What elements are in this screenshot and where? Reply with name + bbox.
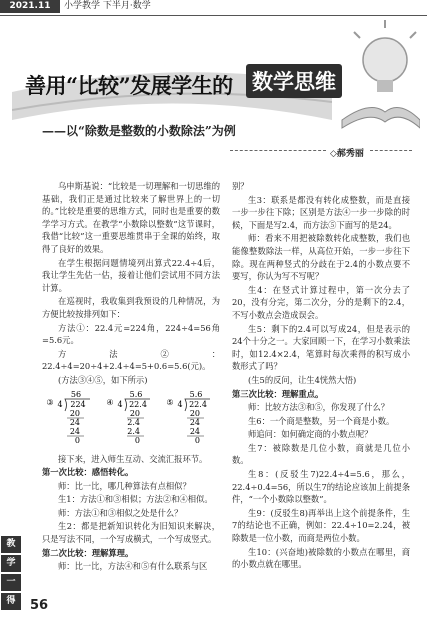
division-step: 2.4 [127,426,140,436]
division-step: 20 [69,408,80,418]
paragraph: 接下来，进入师生互动、交流汇报环节。 [58,453,208,464]
paragraph: 师：比一比，方法④和⑤有什么联系与区 [58,561,208,572]
paragraph: 方法②：22.4÷4=20÷4+2.4÷4=5+0.6=5.6(元)。 [42,348,220,372]
divisor: 4 [177,399,183,409]
section-sidebar-tab [1,536,21,612]
division-step: 24 [69,417,80,427]
paragraph: 师：方法①和③相似之处是什么？ [58,507,183,518]
divisor: 4 [57,399,63,409]
paragraph: 生9：(反驳生8)再举出上这个前提条件，生7的结论也不正确，例如：22.4÷10=2.24，被除数是一位小数，而商是两位小数。 [232,507,410,544]
paragraph: 生4：在竖式计算过程中，第一次分去了20，没有分完，第二次分，分的是剩下的2.4，不写小数点会造成误会。 [232,284,410,320]
text-column-left [42,180,220,574]
page-header [0,0,427,18]
division-step: 0 [134,435,140,445]
paragraph: 师追问：如何确定商的小数点呢？ [248,429,373,440]
paragraph: 方法①：22.4元=224角，224÷4=56角=5.6元。 [42,322,220,346]
paragraph: (生5的反问，让生4恍然大悟) [248,374,357,385]
division-step: 0 [194,435,200,445]
sidebar-char: 教 [1,536,21,553]
division-step: 2.4 [127,417,140,427]
paragraph: 师：比一比，哪几种算法有点相似？ [58,480,191,491]
divisor: 4 [117,399,123,409]
method-label: ⑤ [166,397,174,407]
lightbulb-book-illustration [340,20,420,130]
paragraph: 别？ [232,181,249,191]
paragraph: (方法③④⑤，如下所示) [58,374,148,385]
paragraph: 师：看来不用把被除数转化成整数，我们也能像整数除法一样，从高位开始，一步一步往下除。现在两种竖式的分歧在于2.4的小数点要不要写，你认为写不写呢？ [232,233,410,282]
paragraph: 生10：(兴奋地)被除数的小数点在哪里，商的小数点就在哪里。 [232,546,410,570]
article-title-highlight: 数学思维 [246,64,342,98]
division-step: 20 [129,408,140,418]
paragraph: 生2：都是把新知识转化为旧知识来解决，只是写法不同，一个写成横式，一个写成竖式。 [42,521,220,545]
page-number: 56 [30,598,49,613]
section-heading: 第三次比较：理解重点。 [232,388,324,399]
paragraph: 生7：被除数是几位小数，商就是几位小数。 [232,442,410,466]
paragraph: 生1：方法①和③相似；方法②和④相似。 [58,494,213,505]
division-step: 0 [74,435,80,445]
long-division-figure [42,389,220,451]
author-dash-left [230,150,326,152]
paragraph: 乌申斯基说：“比较是一切理解和一切思维的基础，我们正是通过比较来了解世界上的一切的。”比较是重要的思维方式，同时也是重要的数学学习方式。在教学“小数除以整数”这节课时，我借“比较”这一重要思维贯串于全课的始终，取得了良好的效果。 [42,181,220,254]
paragraph: 生5：剩下的2.4可以写成24，但是表示的24个十分之一。大家回顾一下，在学习小数乘法时，如12.4×2.4，笔算时每次乘得的积写成小数形式了吗？ [232,323,410,372]
paragraph: 师：比较方法③和⑤，你发现了什么？ [248,402,390,413]
sidebar-char: 一 [1,574,21,591]
quotient: 5.6 [189,389,203,399]
text-column-right [232,180,410,572]
article-subtitle: ——以“除数是整数的小数除法”为例 [42,124,236,138]
author-dash-right [370,150,412,152]
division-step: 24 [189,417,200,427]
section-heading: 第二次比较：理解算理。 [42,547,134,558]
magazine-name: 小学教学 下半月·数学 [64,1,151,11]
dividend: 22.4 [189,399,207,409]
dividend: 224 [70,399,86,409]
article-title: 善用“比较”发展学生的 [25,73,233,98]
paragraph: 在巡视时，我收集到我预设的几种情况，为方便比较按排列如下： [42,296,220,319]
quotient: 56 [70,389,82,399]
division-step: 24 [69,426,80,436]
method-label: ③ [46,397,54,407]
division-step: 20 [189,408,200,418]
sidebar-char: 得 [1,593,21,610]
issue-date: 2021.11 [0,0,60,13]
dividend: 22.4 [129,399,147,409]
paragraph: 生3：联系是都没有转化成整数，而是直接一步一步往下除；区别是方法④一步一步除的时候，下面是写2.4，而方法⑤下面写的是24。 [232,194,410,230]
paragraph: 在学生根据问题情境列出算式22.4÷4后，我让学生先估一估，接着让他们尝试用不同方法计算。 [42,257,220,293]
division-step: 24 [189,426,200,436]
paragraph: 生6：一个商是整数，另一个商是小数。 [248,415,395,426]
paragraph: 生8：(反驳生7)22.4÷4=5.6，那么，22.4÷0.4=56，所以生7的结论应该加上前提条件，“一个小数除以整数”。 [232,469,410,505]
section-heading: 第一次比较：感悟转化。 [42,467,134,478]
long-division-examples [42,389,220,451]
header-rule [0,15,427,16]
author-name: ◇郝秀丽 [330,149,364,159]
method-label: ④ [106,397,114,407]
sidebar-char: 学 [1,555,21,572]
quotient: 5.6 [129,389,143,399]
